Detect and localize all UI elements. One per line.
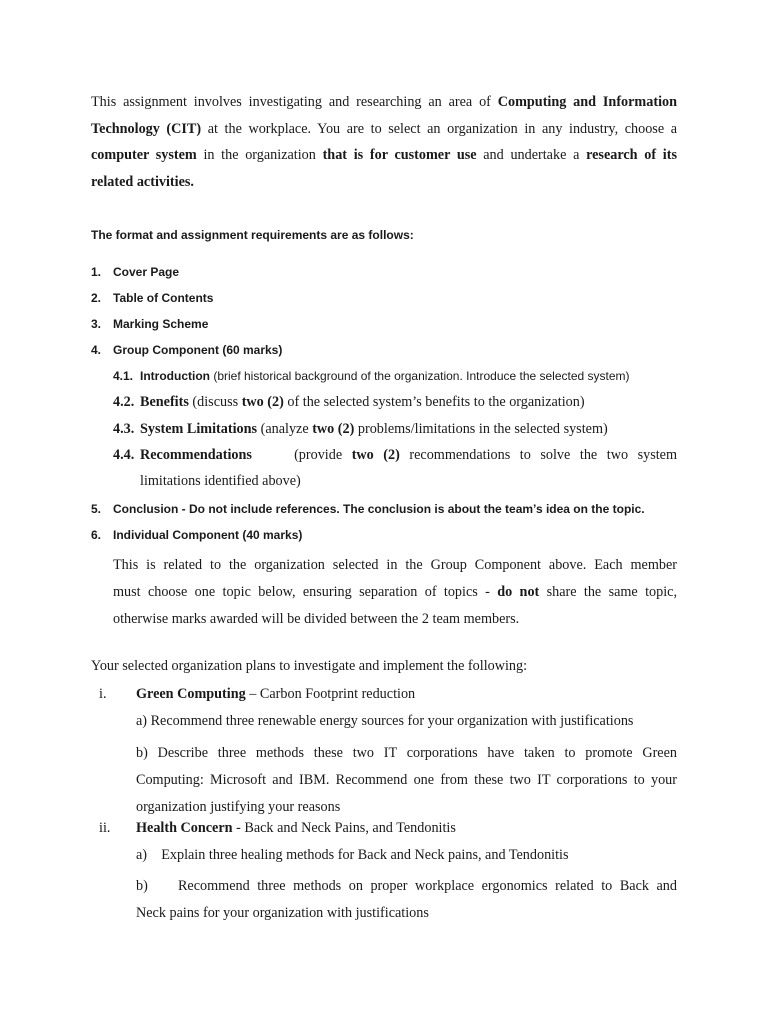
sub-item-benefits: 4.2. Benefits (discuss two (2) of the selected system’s benefits to the organization) [113, 394, 585, 410]
list-item: 3. Marking Scheme [91, 317, 209, 331]
list-item: 4. Group Component (60 marks) [91, 343, 283, 357]
plans-intro: Your selected organization plans to investigate and implement the following: [91, 658, 528, 674]
intro-line: This assignment involves investigating and researching an area of Computing and Information [91, 94, 677, 110]
topic-health-concern: ii. Health Concern - Back and Neck Pains, and Tendonitis [99, 820, 456, 836]
intro-line: computer system in the organization that is for customer use and undertake a research of its [91, 147, 677, 163]
intro-paragraph [91, 89, 677, 195]
list-item-individual: 6. Individual Component (40 marks) [91, 528, 303, 542]
intro-line: Technology (CIT) at the workplace. You are to select an organization in any industry, choose a [91, 120, 678, 137]
intro-line: related activities. [91, 173, 194, 190]
list-item: 2. Table of Contents [91, 291, 214, 305]
sub-item-introduction: 4.1. Introduction (brief historical background of the organization. Introduce the selected system) [113, 369, 630, 383]
format-heading: The format and assignment requirements are as follows: [91, 228, 414, 242]
list-item-conclusion: 5. Conclusion - Do not include references. The conclusion is about the team’s idea on the topic. [91, 502, 645, 516]
sub-item-system-limitations: 4.3. System Limitations (analyze two (2) problems/limitations in the selected system) [113, 421, 608, 437]
individual-paragraph: This is related to the organization selected in the Group Component above. Each member must choose one topic below, ensuring separation of topics - do not share the same topic, otherwise marks awarded will be divided between the 2 team members. [113, 557, 677, 627]
topic-health-a: a) Explain three healing methods for Back and Neck pains, and Tendonitis [136, 847, 569, 863]
topic-health-b: b) Recommend three methods on proper workplace ergonomics related to Back and Neck pains for your organization with justifications [136, 878, 677, 921]
topic-green-computing: i. Green Computing – Carbon Footprint reduction [99, 686, 416, 702]
list-item: 1. Cover Page [91, 265, 180, 279]
sub-item-recommendations: 4.4. Recommendations (provide two (2) recommendations to solve the two system limitations identified above) [113, 447, 677, 489]
topic-green-b: b) Describe three methods these two IT corporations have taken to promote Green Computing: Microsoft and IBM. Recommend one from these two IT corporations to your organization justifying your reasons [136, 745, 677, 815]
topic-green-a: a) Recommend three renewable energy sources for your organization with justifications [136, 713, 634, 729]
